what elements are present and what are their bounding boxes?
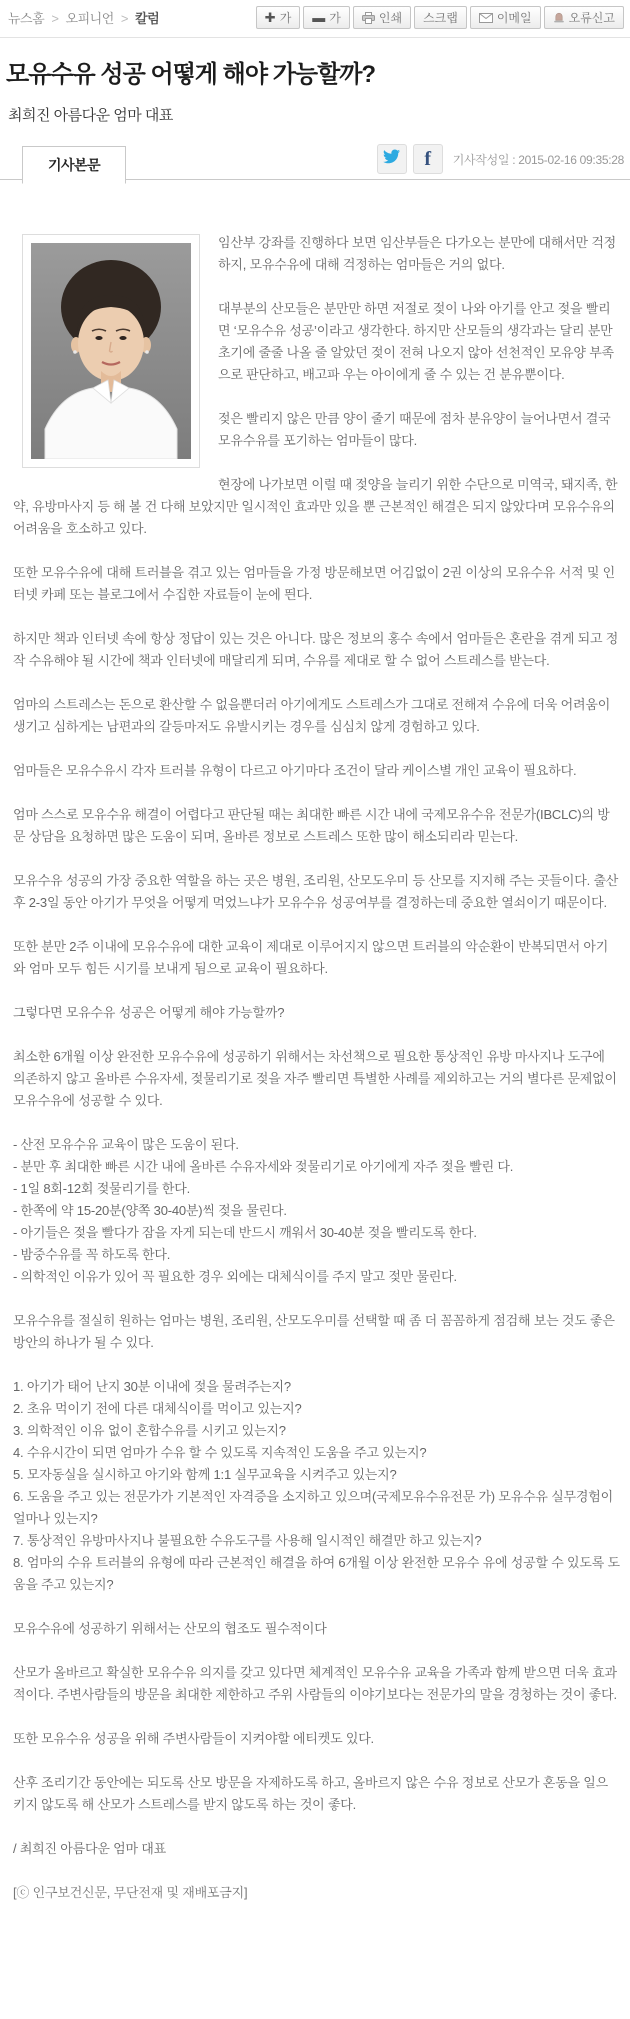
byline: / 최희진 아름다운 엄마 대표 (13, 1841, 166, 1856)
article-paragraph: 엄마의 스트레스는 돈으로 환산할 수 없을뿐더러 아기에게도 스트레스가 그대로 전해져 수유에 더욱 어려움이 생기고 심하게는 남편과의 갈등마저도 유발시키는 경우를 심심치 않게 경험하고 있다. (13, 697, 611, 734)
author-portrait-photo (22, 234, 200, 468)
article-paragraph: 현장에 나가보면 이럴 때 젖양을 늘리기 위한 수단으로 미역국, 돼지족, 한약, 유방마사지 등 해 볼 건 다해 보았지만 일시적인 효과만 있을 뿐 근본적인 해결은 되지 않았다며 모유수유의 어려움을 호소하고 있다. (13, 477, 618, 536)
article-paragraph: 산모가 올바르고 확실한 모유수유 의지를 갖고 있다면 체계적인 모유수유 교육을 가족과 함께 받으면 더욱 효과적이다. 주변사람들의 방문을 최대한 제한하고 주위 사람들의 이야기보다는 전문가의 말을 경청하는 것이 좋다. (13, 1665, 617, 1702)
list-item: - 한쪽에 약 15-20분(양쪽 30-40분)씩 젖을 물린다. (13, 1203, 287, 1218)
copyright-notice: [ⓒ 인구보건신문, 무단전재 및 재배포금지] (13, 1885, 248, 1900)
top-bar (0, 0, 630, 38)
article-paragraph: 모유수유 성공의 가장 중요한 역할을 하는 곳은 병원, 조리원, 산모도우미 등 산모를 지지해 주는 곳들이다. 출산 후 2-3일 동안 아기가 무엇을 어떻게 먹었느냐가 모유수유 성공여부를 결정하는데 중요한 열쇠이기 때문이다. (13, 873, 619, 910)
breadcrumb (8, 8, 159, 27)
plus-icon: ✚ (264, 10, 276, 25)
tab-article-body[interactable]: 기사본문 (22, 146, 126, 184)
twitter-icon (383, 149, 400, 169)
article-paragraph: 또한 모유수유 성공을 위해 주변사람들이 지켜야할 에티켓도 있다. (13, 1731, 374, 1746)
article-author: 최희진 아름다운 엄마 대표 (8, 107, 173, 124)
list-item: 3. 의학적인 이유 없이 혼합수유를 시키고 있는지? (13, 1423, 286, 1438)
article-paragraph: 최소한 6개월 이상 완전한 모유수유에 성공하기 위해서는 차선책으로 필요한 통상적인 유방 마사지나 도구에 의존하지 않고 올바른 수유자세, 젖물리기로 젖을 자주 빨리면 특별한 사례를 제외하고는 거의 별다른 문제없이 모유수유에 성공할 수 있다. (13, 1049, 617, 1108)
article-paragraph: 젖은 빨리지 않은 만큼 양이 줄기 때문에 점차 분유양이 늘어나면서 결국 모유수유를 포기하는 엄마들이 많다. (218, 411, 611, 448)
numbered-check-list (13, 1376, 620, 1596)
list-item: - 의학적인 이유가 있어 꼭 필요한 경우 외에는 대체식이를 주지 말고 젖만 물린다. (13, 1269, 457, 1284)
list-item: 7. 통상적인 유방마사지나 불필요한 수유도구를 사용해 일시적인 해결만 하고 있는지? (13, 1533, 482, 1548)
main-paragraphs (13, 474, 620, 1112)
list-item: 6. 도움을 주고 있는 전문가가 기본적인 자격증을 소지하고 있으며(국제모유수유전문 가) 모유수유 실무경험이 얼마나 있는지? (13, 1489, 613, 1526)
mail-icon (479, 13, 493, 23)
breadcrumb-separator: > (51, 11, 59, 26)
tab-bar (0, 145, 630, 180)
font-larger-button[interactable]: ✚ 가 (256, 6, 301, 29)
list-item: 4. 수유시간이 되면 엄마가 수유 할 수 있도록 지속적인 도움을 주고 있는지? (13, 1445, 427, 1460)
dash-guideline-list (13, 1134, 620, 1288)
article-date: 기사작성일 : 2015-02-16 09:35:28 (452, 152, 624, 167)
facebook-icon: f (424, 148, 432, 170)
alert-icon (553, 12, 565, 24)
article-paragraph: 하지만 책과 인터넷 속에 항상 정답이 있는 것은 아니다. 많은 정보의 홍수 속에서 엄마들은 혼란을 겪게 되고 정작 수유해야 될 시간에 책과 인터넷에 매달리게 되며, 수유를 제대로 할 수 없어 스트레스를 받는다. (13, 631, 619, 668)
article-paragraph: 임산부 강좌를 진행하다 보면 임산부들은 다가오는 분만에 대해서만 걱정하지, 모유수유에 대해 걱정하는 엄마들은 거의 없다. (218, 235, 617, 272)
article-toolbar (256, 6, 624, 29)
list-item: - 밤중수유를 꼭 하도록 한다. (13, 1247, 171, 1262)
scrap-button[interactable]: 스크랩 (414, 6, 467, 29)
portrait-illustration (31, 243, 191, 459)
article-paragraph: 모유수유에 성공하기 위해서는 산모의 협조도 필수적이다 (13, 1621, 327, 1636)
list-item: - 산전 모유수유 교육이 많은 도움이 된다. (13, 1137, 239, 1152)
share-twitter-button[interactable] (377, 144, 407, 174)
article-paragraph: 산후 조리기간 동안에는 되도록 산모 방문을 자제하도록 하고, 올바르지 않은 수유 정보로 산모가 혼동을 일으키지 않도록 해 산모가 스트레스를 받지 않도록 하는 것이 좋다. (13, 1775, 608, 1812)
list-item: - 분만 후 최대한 빠른 시간 내에 올바른 수유자세와 젖물리기로 아기에게 자주 젖을 빨린 다. (13, 1159, 514, 1174)
list-item: 2. 초유 먹이기 전에 다른 대체식이를 먹이고 있는지? (13, 1401, 302, 1416)
font-smaller-button[interactable]: ▬ 가 (303, 6, 350, 29)
mid-paragraph: 모유수유를 절실히 원하는 엄마는 병원, 조리원, 산모도우미를 선택할 때 좀 더 꼼꼼하게 점검해 보는 것도 좋은 방안의 하나가 될 수 있다. (13, 1313, 615, 1350)
list-item: - 아기들은 젖을 빨다가 잠을 자게 되는데 반드시 깨워서 30-40분 젖을 빨리도록 한다. (13, 1225, 477, 1240)
list-item: - 1일 8회-12회 젖물리기를 한다. (13, 1181, 191, 1196)
closing-paragraphs (13, 1618, 620, 1816)
article-paragraph: 엄마들은 모유수유시 각자 트러블 유형이 다르고 아기마다 조건이 달라 케이스별 개인 교육이 필요하다. (13, 763, 577, 778)
article-paragraph: 또한 모유수유에 대해 트러블을 겪고 있는 엄마들을 가정 방문해보면 어김없이 2권 이상의 모유수유 서적 및 인터넷 카페 또는 블로그에서 수집한 자료들이 눈에 띈다. (13, 565, 615, 602)
breadcrumb-column[interactable]: 칼럼 (135, 11, 160, 26)
breadcrumb-home[interactable]: 뉴스홈 (8, 11, 45, 26)
printer-icon (362, 12, 375, 24)
breadcrumb-separator: > (120, 11, 128, 26)
list-item: 1. 아기가 태어 난지 30분 이내에 젖을 물려주는지? (13, 1379, 291, 1394)
list-item: 5. 모자동실을 실시하고 아기와 함께 1:1 실무교육을 시켜주고 있는지? (13, 1467, 397, 1482)
page-title: 모유수유 성공 어떻게 해야 가능할까? (6, 61, 376, 88)
breadcrumb-opinion[interactable]: 오피니언 (65, 11, 114, 26)
print-button[interactable]: 인쇄 (353, 6, 411, 29)
article-paragraph: 대부분의 산모들은 분만만 하면 저절로 젖이 나와 아기를 안고 젖을 빨리면 ‘모유수유 성공’이라고 생각한다. 하지만 산모들의 생각과는 달리 분만 초기에 줄줄 나올 줄 알았던 젖이 전혀 나오지 않아 선천적인 모유양 부족으로 판단하고, 배고파 우는 아이에게 줄 수 있는 건 분유뿐이다. (218, 301, 614, 382)
article-paragraph: 그렇다면 모유수유 성공은 어떻게 해야 가능할까? (13, 1005, 285, 1020)
share-facebook-button[interactable] (413, 144, 443, 174)
email-button[interactable]: 이메일 (470, 6, 541, 29)
article-paragraph: 엄마 스스로 모유수유 해결이 어렵다고 판단될 때는 최대한 빠른 시간 내에 국제모유수유 전문가(IBCLC)의 방문 상담을 요청하면 많은 도움이 되며, 올바른 정보로 스트레스 또한 많이 해소되리라 믿는다. (13, 807, 610, 844)
list-item: 8. 엄마의 수유 트러블의 유형에 따라 근본적인 해결을 하여 6개월 이상 완전한 모유수 유에 성공할 수 있도록 도움을 주고 있는지? (13, 1555, 620, 1592)
article-paragraph: 또한 분만 2주 이내에 모유수유에 대한 교육이 제대로 이루어지지 않으면 트러블의 악순환이 반복되면서 아기와 엄마 모두 힘든 시기를 보내게 됨으로 교육이 필요하다. (13, 939, 609, 976)
minus-icon: ▬ (312, 10, 326, 25)
error-report-button[interactable]: 오류신고 (544, 6, 624, 29)
article-body (0, 232, 630, 1930)
